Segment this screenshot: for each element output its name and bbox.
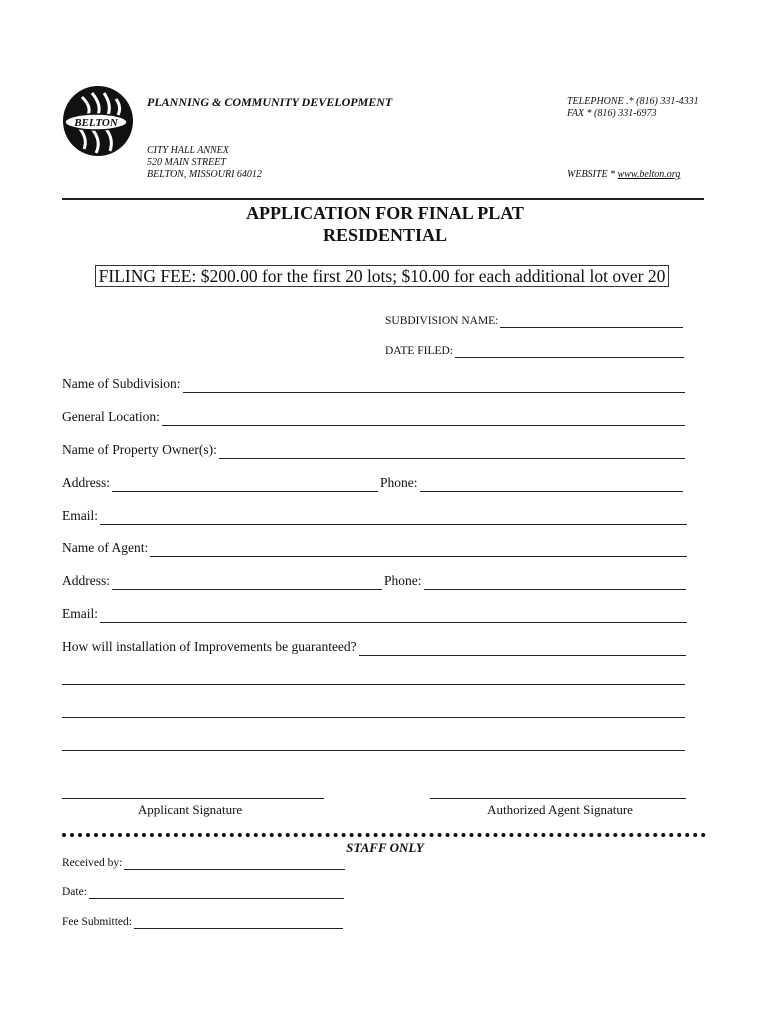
- agent-email-label: Email:: [62, 606, 98, 621]
- address-line-1: CITY HALL ANNEX: [147, 145, 229, 156]
- belton-logo: [62, 85, 134, 157]
- header-rule: [62, 198, 704, 200]
- improvements-continuation-line[interactable]: [62, 684, 685, 685]
- website-link[interactable]: www.belton.org: [617, 169, 681, 180]
- property-owner-label: Name of Property Owner(s):: [62, 442, 217, 457]
- agent-signature-label: Authorized Agent Signature: [487, 802, 633, 817]
- owner-address-label: Address:: [62, 475, 110, 490]
- logo-text: BELTON: [74, 117, 118, 129]
- owner-address-field[interactable]: [62, 475, 378, 492]
- received-by-label: Received by:: [62, 857, 123, 869]
- owner-address-line[interactable]: [112, 479, 378, 492]
- staff-date-label: Date:: [62, 886, 87, 898]
- property-owner-field[interactable]: [62, 442, 685, 459]
- agent-address-label: Address:: [62, 573, 110, 588]
- date-filed-field[interactable]: [385, 345, 684, 358]
- agent-name-line[interactable]: [150, 544, 687, 557]
- general-location-line[interactable]: [162, 413, 685, 426]
- agent-email-line[interactable]: [100, 610, 687, 623]
- owner-email-label: Email:: [62, 508, 98, 523]
- applicant-signature-label: Applicant Signature: [137, 802, 243, 817]
- improvements-continuation-line[interactable]: [62, 717, 685, 718]
- general-location-label: General Location:: [62, 409, 160, 424]
- staff-date-field[interactable]: [62, 886, 344, 899]
- improvements-continuation-line[interactable]: [62, 750, 685, 751]
- fee-submitted-label: Fee Submitted:: [62, 916, 132, 928]
- agent-name-label: Name of Agent:: [62, 540, 149, 555]
- fee-submitted-line[interactable]: [134, 916, 343, 929]
- website-label: WEBSITE *: [567, 169, 618, 180]
- improvements-line[interactable]: [359, 643, 686, 656]
- property-owner-line[interactable]: [219, 446, 685, 459]
- received-by-line[interactable]: [124, 857, 345, 870]
- website: [567, 169, 680, 181]
- date-filed-line[interactable]: [455, 345, 684, 358]
- owner-phone-field[interactable]: [380, 475, 683, 492]
- fax: FAX * (816) 331-6973: [567, 108, 657, 119]
- address-line-3: BELTON, MISSOURI 64012: [147, 169, 262, 180]
- agent-signature-line[interactable]: [430, 798, 686, 799]
- owner-email-field[interactable]: [62, 508, 687, 525]
- improvements-label: How will installation of Improvements be guaranteed?: [62, 639, 357, 654]
- fee-submitted-field[interactable]: [62, 916, 343, 929]
- agent-address-field[interactable]: [62, 573, 382, 590]
- name-of-subdivision-line[interactable]: [183, 380, 686, 393]
- form-title: APPLICATION FOR FINAL PLAT: [246, 203, 524, 223]
- telephone: TELEPHONE .* (816) 331-4331: [567, 96, 699, 107]
- staff-only-heading: STAFF ONLY: [346, 840, 424, 855]
- owner-email-line[interactable]: [100, 512, 687, 525]
- agent-phone-label: Phone:: [384, 573, 422, 588]
- name-of-subdivision-field[interactable]: [62, 376, 685, 393]
- filing-fee-box: FILING FEE: $200.00 for the first 20 lots; $10.00 for each additional lot over 20: [95, 265, 669, 287]
- department-name: PLANNING & COMMUNITY DEVELOPMENT: [147, 95, 393, 109]
- agent-phone-line[interactable]: [424, 577, 686, 590]
- owner-phone-label: Phone:: [380, 475, 418, 490]
- general-location-field[interactable]: [62, 409, 685, 426]
- staff-date-line[interactable]: [89, 886, 344, 899]
- agent-address-line[interactable]: [112, 577, 382, 590]
- agent-name-field[interactable]: [62, 540, 687, 557]
- received-by-field[interactable]: [62, 857, 345, 870]
- date-filed-label: DATE FILED:: [385, 345, 454, 357]
- subdivision-name-label: SUBDIVISION NAME:: [385, 315, 499, 327]
- form-subtitle: RESIDENTIAL: [322, 225, 448, 245]
- agent-phone-field[interactable]: [384, 573, 686, 590]
- subdivision-name-field[interactable]: [385, 315, 683, 328]
- name-of-subdivision-label: Name of Subdivision:: [62, 376, 181, 391]
- staff-divider: [62, 833, 706, 837]
- address-line-2: 520 MAIN STREET: [147, 157, 226, 168]
- owner-phone-line[interactable]: [420, 479, 683, 492]
- improvements-field[interactable]: [62, 639, 686, 656]
- applicant-signature-line[interactable]: [62, 798, 324, 799]
- agent-email-field[interactable]: [62, 606, 687, 623]
- subdivision-name-line[interactable]: [500, 315, 683, 328]
